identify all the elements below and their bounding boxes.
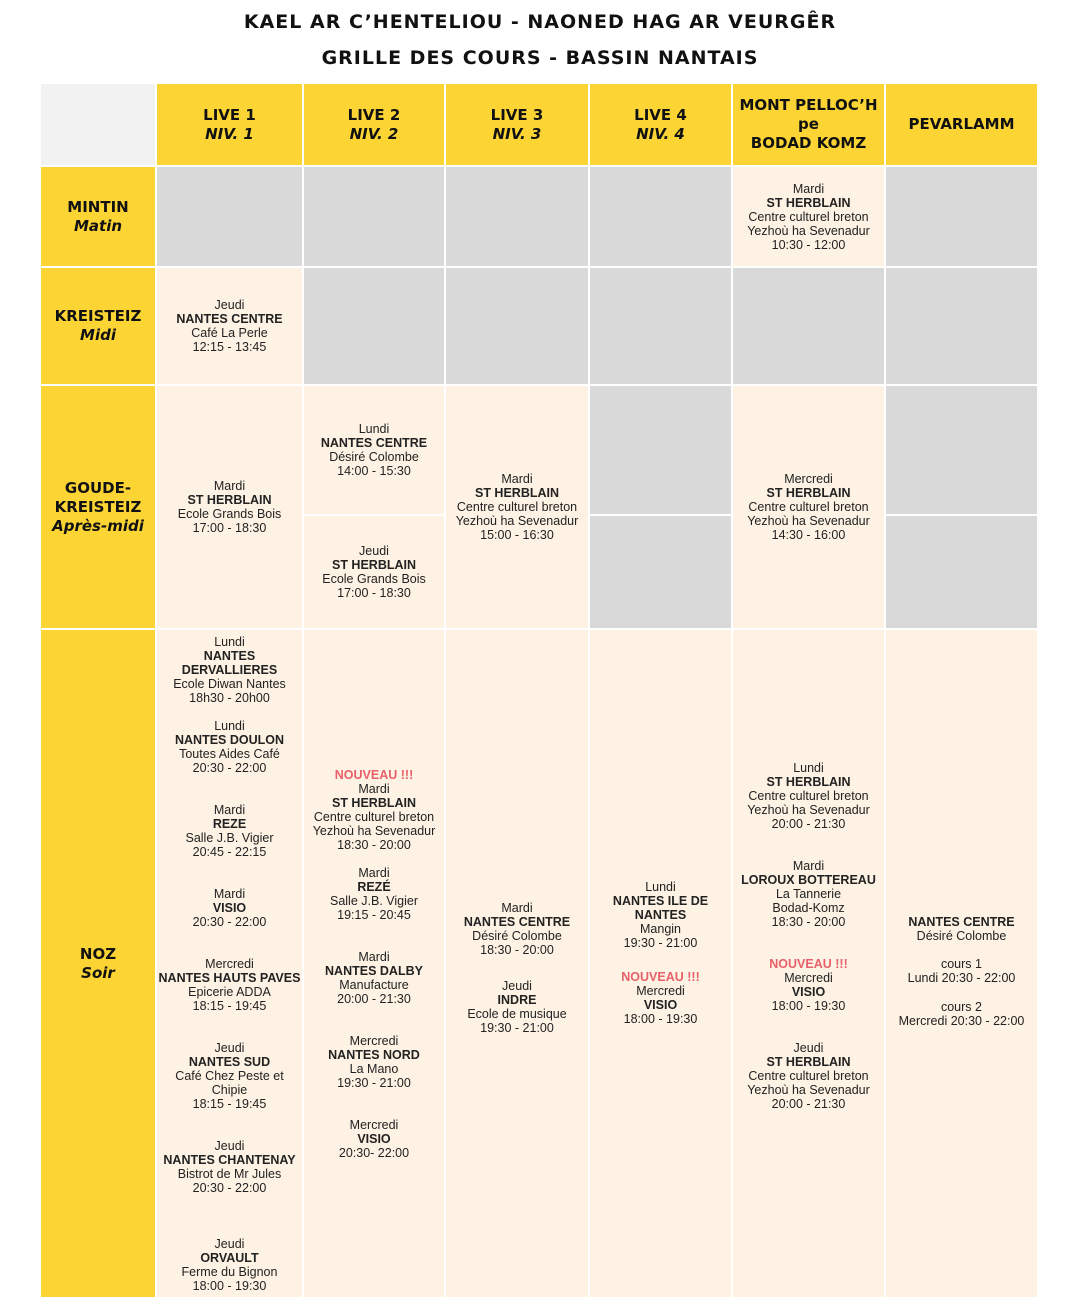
course-cell-goude-mont	[733, 386, 884, 628]
course-cell-noz-live2	[304, 630, 444, 1297]
course-time: 18:30 - 20:00	[771, 915, 846, 929]
course-time: Mercredi 20:30 - 22:00	[898, 1014, 1025, 1028]
course-day: Jeudi	[214, 1139, 245, 1153]
col-header-label: LIVE 2	[347, 105, 401, 124]
col-header-live3	[446, 84, 588, 165]
course-time: 20:30 - 22:00	[192, 1181, 267, 1195]
col-header-label: BODAD KOMZ	[750, 134, 867, 152]
course-time: 20:00 - 21:30	[337, 992, 411, 1006]
course-time: 18h30 - 20h00	[189, 691, 270, 705]
course-location: VISIO	[791, 985, 826, 999]
course-day: Jeudi	[214, 1041, 245, 1055]
course-location: ST HERBLAIN	[766, 775, 851, 789]
course-entry	[467, 979, 566, 1035]
course-venue: Centre culturel breton	[313, 810, 435, 824]
empty-cell	[157, 167, 302, 266]
course-location: NANTES NORD	[328, 1048, 420, 1062]
col-header-pevarlamm	[886, 84, 1037, 165]
course-day: Lundi	[793, 761, 824, 775]
course-day: Mardi	[501, 901, 533, 915]
empty-cell	[590, 386, 731, 514]
empty-cell	[304, 268, 444, 384]
course-location: NANTES CENTRE	[176, 312, 283, 326]
col-header-live1	[157, 84, 302, 165]
course-day: Mardi	[501, 472, 533, 486]
col-header-mont-pelloch	[733, 84, 884, 165]
course-cell-noz-mont	[733, 630, 884, 1297]
course-venue: Epicerie ADDA	[188, 985, 271, 999]
row-header-sublabel: Matin	[73, 216, 123, 235]
col-header-label: LIVE 3	[490, 105, 544, 124]
course-cell-noz-live3	[446, 630, 588, 1297]
empty-cell	[446, 268, 588, 384]
course-entry	[899, 1000, 1025, 1028]
course-entry	[313, 768, 436, 852]
course-location: NANTES DALBY	[325, 964, 423, 978]
row-header-label: MINTIN	[67, 197, 129, 216]
course-location: ST HERBLAIN	[331, 796, 417, 810]
course-venue: Yezhoù ha Sevenadur	[312, 824, 436, 838]
col-header-live4	[590, 84, 731, 165]
course-entry	[747, 761, 870, 831]
course-day: Mercredi	[784, 472, 833, 486]
course-day: Mardi	[792, 181, 825, 196]
course-venue: Centre culturel breton	[748, 1069, 869, 1083]
course-time: 19:30 - 21:00	[623, 936, 698, 950]
course-cell-kreisteiz-live1	[157, 268, 302, 384]
col-header-label: PEVARLAMM	[908, 115, 1015, 133]
course-entry	[328, 1034, 420, 1090]
empty-cell	[590, 516, 731, 628]
empty-cell	[886, 516, 1037, 628]
course-location: ST HERBLAIN	[766, 1055, 851, 1069]
course-venue: Ferme du Bignon	[181, 1265, 278, 1279]
course-location: REZÉ	[357, 880, 391, 894]
row-header-label: GOUDE-	[64, 478, 132, 497]
row-header-noz	[41, 630, 155, 1297]
col-header-sublabel: NIV. 2	[349, 124, 399, 143]
col-header-label: LIVE 4	[634, 105, 687, 124]
course-venue: Salle J.B. Vigier	[185, 831, 274, 845]
course-entry	[325, 950, 423, 1006]
course-day: Jeudi	[502, 979, 532, 993]
course-location: NANTES SUD	[188, 1055, 271, 1069]
course-entry	[330, 866, 418, 922]
course-time: 18:00 - 19:30	[771, 999, 846, 1013]
course-name: cours 1	[940, 957, 982, 971]
col-header-sublabel: NIV. 3	[492, 124, 542, 143]
course-day: Mercredi	[784, 971, 833, 985]
course-entry	[185, 803, 273, 859]
course-day: Mercredi	[205, 957, 254, 971]
course-cell-mintin-mont	[733, 167, 884, 266]
course-venue: Centre culturel breton	[748, 500, 869, 514]
new-badge: NOUVEAU !!!	[769, 957, 848, 971]
course-day: Jeudi	[793, 1041, 824, 1055]
empty-cell	[446, 167, 588, 266]
course-time: 18:15 - 19:45	[192, 999, 267, 1013]
course-entry	[747, 1041, 870, 1111]
course-venue: Mangin	[640, 922, 681, 936]
course-entry	[182, 1237, 278, 1293]
course-time: 20:45 - 22:15	[192, 845, 267, 859]
empty-cell	[733, 268, 884, 384]
course-location: ORVAULT	[200, 1251, 259, 1265]
course-location: VISIO	[643, 998, 678, 1012]
course-entry	[157, 1041, 302, 1111]
empty-cell	[886, 386, 1037, 514]
course-time: 20:00 - 21:30	[771, 1097, 846, 1111]
course-venue: Centre culturel breton	[748, 209, 869, 224]
row-header-label: KREISTEIZ	[54, 497, 142, 516]
course-time: 20:30 - 22:00	[192, 761, 267, 775]
course-time: 18:30 - 20:00	[480, 943, 554, 957]
course-location: INDRE	[497, 993, 537, 1007]
course-day: Jeudi	[214, 1237, 245, 1251]
course-entry	[159, 957, 301, 1013]
course-time: 17:00 - 18:30	[192, 521, 267, 535]
col-header-sublabel: NIV. 4	[636, 124, 685, 143]
course-cell-goude-live3	[446, 386, 588, 628]
course-venue: Ecole Grands Bois	[177, 507, 282, 521]
course-location: ST HERBLAIN	[331, 558, 417, 572]
course-time: 14:30 - 16:00	[771, 528, 846, 542]
course-day: Mardi	[358, 950, 390, 964]
course-venue: Yezhoù ha Sevenadur	[747, 1083, 870, 1097]
course-venue: Bodad-Komz	[772, 901, 845, 915]
course-venue: Désiré Colombe	[916, 929, 1007, 943]
course-venue: Désiré Colombe	[472, 929, 562, 943]
course-day: Mardi	[213, 887, 246, 901]
course-location: NANTES DOULON	[174, 733, 285, 747]
course-entry	[590, 880, 731, 950]
course-name: cours 2	[940, 1000, 982, 1014]
course-cell-goude-live2-a	[304, 386, 444, 514]
course-location: REZE	[212, 817, 247, 831]
new-badge: NOUVEAU !!!	[334, 768, 414, 782]
course-time: 20:30 - 22:00	[192, 915, 267, 929]
empty-cell	[304, 167, 444, 266]
course-venue: Café Chez Peste et Chipie	[175, 1069, 284, 1097]
course-time: 17:00 - 18:30	[337, 586, 411, 600]
course-day: Jeudi	[214, 298, 245, 312]
col-header-sublabel: NIV. 1	[205, 124, 254, 143]
course-venue: Salle J.B. Vigier	[329, 894, 418, 908]
row-header-label: NOZ	[79, 944, 117, 963]
corner-cell	[41, 84, 155, 165]
course-venue: Ecole Diwan Nantes	[173, 677, 286, 691]
col-header-label: MONT PELLOC’H	[739, 96, 878, 114]
course-location: ST HERBLAIN	[766, 195, 851, 210]
course-time: 12:15 - 13:45	[192, 340, 267, 354]
course-venue: Ecole de musique	[467, 1007, 567, 1021]
course-day: Mardi	[358, 866, 390, 880]
course-cell-noz-live4	[590, 630, 731, 1297]
course-time: 18:00 - 19:30	[192, 1279, 267, 1293]
row-header-sublabel: Soir	[81, 963, 115, 982]
row-header-label: KREISTEIZ	[54, 307, 142, 325]
course-cell-goude-live1	[157, 386, 302, 628]
course-time: 20:00 - 21:30	[771, 817, 846, 831]
course-day: Mardi	[213, 803, 246, 817]
course-venue: Yezhoù ha Sevenadur	[747, 803, 870, 817]
course-venue: Café La Perle	[191, 326, 268, 340]
course-location: NANTES CENTRE	[463, 915, 571, 929]
course-day: Lundi	[214, 719, 245, 733]
course-venue: Manufacture	[339, 978, 409, 992]
page-title: KAEL AR C’HENTELIOU - NAONED HAG AR VEURGÊR	[243, 11, 837, 33]
course-venue: Ecole Grands Bois	[322, 572, 426, 586]
course-cell-noz-pevarlamm	[886, 630, 1037, 1297]
page-subtitle: GRILLE DES COURS - BASSIN NANTAIS	[321, 47, 759, 69]
course-venue: La Mano	[349, 1062, 399, 1076]
course-time: 19:30 - 21:00	[337, 1076, 411, 1090]
course-venue: Centre culturel breton	[748, 789, 869, 803]
course-venue: Désiré Colombe	[329, 450, 419, 464]
course-location: LOROUX BOTTEREAU	[741, 873, 876, 887]
course-entry	[769, 957, 847, 1013]
course-day: Mardi	[358, 782, 390, 796]
course-entry	[175, 719, 284, 775]
empty-cell	[590, 167, 731, 266]
course-day: Mardi	[213, 479, 246, 493]
col-header-label: pe	[798, 115, 819, 133]
course-venue: Yezhoù ha Sevenadur	[747, 223, 870, 238]
col-header-label: LIVE 1	[203, 105, 256, 124]
course-entry	[464, 901, 570, 957]
course-location: VISIO	[212, 901, 247, 915]
course-venue: Bistrot de Mr Jules	[177, 1167, 282, 1181]
course-time: 14:00 - 15:30	[337, 464, 411, 478]
course-entry	[741, 859, 876, 929]
course-entry	[339, 1118, 409, 1160]
course-day: Mercredi	[349, 1034, 399, 1048]
course-day: Jeudi	[359, 544, 389, 558]
course-time: 18:15 - 19:45	[192, 1097, 267, 1111]
row-header-sublabel: Après-midi	[52, 516, 144, 535]
col-header-live2	[304, 84, 444, 165]
course-location: NANTES CHANTENAY	[163, 1153, 296, 1167]
course-time: Lundi 20:30 - 22:00	[907, 971, 1016, 985]
empty-cell	[590, 268, 731, 384]
course-location: ST HERBLAIN	[187, 493, 272, 507]
course-venue: Yezhoù ha Sevenadur	[747, 514, 870, 528]
course-time: 10:30 - 12:00	[771, 237, 846, 252]
row-header-goude-kreisteiz	[41, 386, 155, 628]
empty-cell	[886, 268, 1037, 384]
course-location: NANTES CENTRE	[908, 915, 1015, 929]
course-day: Lundi	[214, 635, 245, 649]
new-badge: NOUVEAU !!!	[621, 970, 700, 984]
course-time: 18:00 - 19:30	[623, 1012, 698, 1026]
course-location: NANTES CENTRE	[320, 436, 428, 450]
course-time: 18:30 - 20:00	[337, 838, 411, 852]
course-venue: Yezhoù ha Sevenadur	[455, 514, 579, 528]
course-time: 19:15 - 20:45	[337, 908, 411, 922]
row-header-kreisteiz	[41, 268, 155, 384]
course-cell-goude-live2-b	[304, 516, 444, 628]
course-venue: Toutes Aides Café	[179, 747, 280, 761]
course-entry	[193, 887, 267, 929]
course-day: Lundi	[645, 880, 676, 894]
course-venue: La Tannerie	[775, 887, 842, 901]
row-header-sublabel: Midi	[80, 326, 116, 344]
course-location: VISIO	[357, 1132, 391, 1146]
course-location: NANTES DERVALLIERES	[181, 649, 278, 677]
course-entry	[908, 957, 1016, 985]
course-day: Mercredi	[636, 984, 685, 998]
course-day: Mercredi	[349, 1118, 399, 1132]
course-entry	[157, 635, 302, 705]
empty-cell	[886, 167, 1037, 266]
course-time: 20:30- 22:00	[338, 1146, 410, 1160]
course-day: Lundi	[358, 422, 390, 436]
course-day: Mardi	[792, 859, 825, 873]
course-time: 19:30 - 21:00	[480, 1021, 554, 1035]
course-entry	[163, 1139, 295, 1195]
course-entry	[621, 970, 699, 1026]
course-location: NANTES HAUTS PAVES	[158, 971, 301, 985]
course-time: 15:00 - 16:30	[480, 528, 554, 542]
course-location: NANTES ILE DE NANTES	[612, 894, 709, 922]
course-location: ST HERBLAIN	[766, 486, 851, 500]
course-entry	[908, 915, 1014, 943]
course-venue: Centre culturel breton	[456, 500, 578, 514]
course-location: ST HERBLAIN	[474, 486, 560, 500]
course-cell-noz-live1	[157, 630, 302, 1297]
row-header-mintin	[41, 167, 155, 266]
